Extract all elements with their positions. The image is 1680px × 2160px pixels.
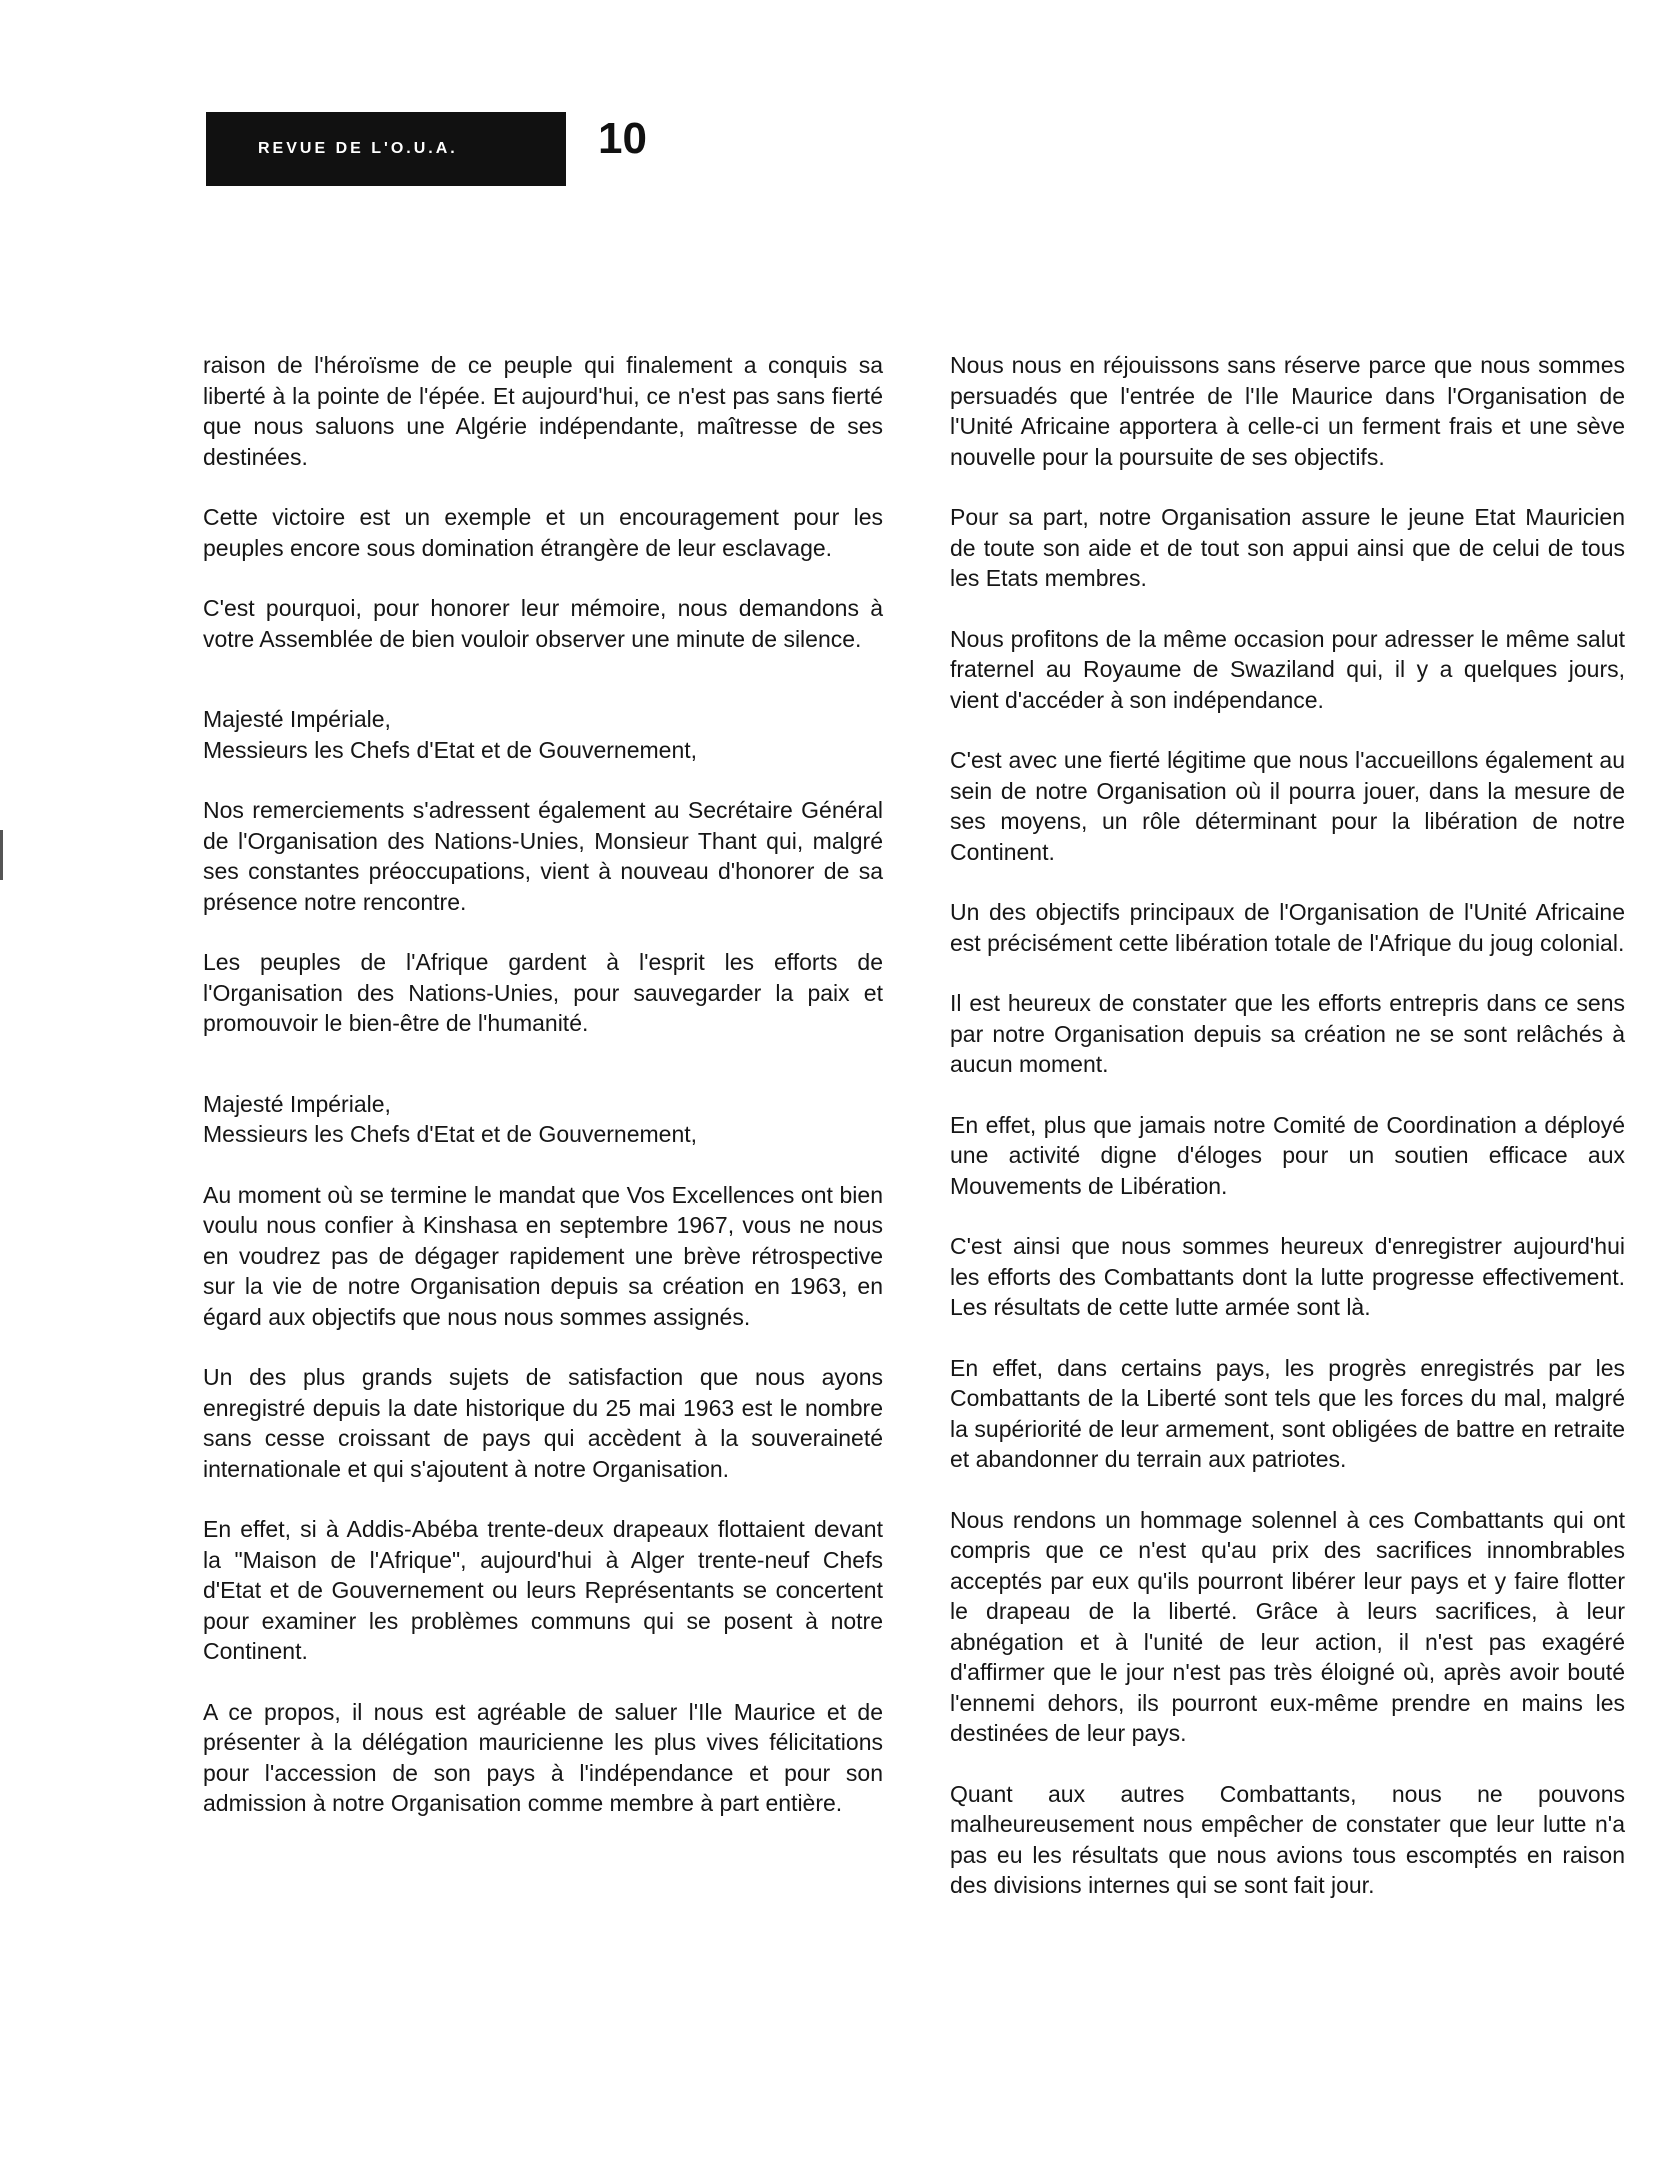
paragraph: En effet, dans certains pays, les progrès enregistrés par les Combattants de la Liberté sont tels que les forces du mal, malgré la supériorité de leur armement, sont obligées de battre en retraite et abandonner du terrain aux patriotes. xyxy=(950,1354,1625,1472)
salutation-line: Messieurs les Chefs d'Etat et de Gouvernement, xyxy=(203,1121,698,1147)
header-band xyxy=(206,112,566,186)
paragraph: C'est avec une fierté légitime que nous l'accueillons également au sein de notre Organisation où il pourra jouer, dans la mesure de ses moyens, un rôle déterminant pour la libération de notre Continent. xyxy=(950,747,1625,865)
salutation-line: Majesté Impériale, xyxy=(203,706,391,732)
salutation xyxy=(203,704,883,765)
paragraph: Nous nous en réjouissons sans réserve parce que nous sommes persuadés que l'entrée de l'Ile Maurice dans l'Organisation de l'Unité Africaine apportera à celle-ci un ferment frais et une sève nouvelle pour la poursuite de ses objectifs. xyxy=(950,352,1625,470)
paragraph: C'est ainsi que nous sommes heureux d'enregistrer aujourd'hui les efforts des Combattants dont la lutte progresse effectivement. Les résultats de cette lutte armée sont là. xyxy=(950,1233,1625,1320)
paragraph: Cette victoire est un exemple et un encouragement pour les peuples encore sous domination étrangère de leur esclavage. xyxy=(203,504,883,561)
paragraph: Les peuples de l'Afrique gardent à l'esprit les efforts de l'Organisation des Nations-Unies, pour sauvegarder la paix et promouvoir le bien-être de l'humanité. xyxy=(203,949,883,1036)
journal-title: REVUE DE L'O.U.A. xyxy=(258,140,458,157)
paragraph: raison de l'héroïsme de ce peuple qui finalement a conquis sa liberté à la pointe de l'épée. Et aujourd'hui, ce n'est pas sans fierté que nous saluons une Algérie indépendante, maîtresse de ses destinées. xyxy=(203,352,883,470)
paragraph: Nos remerciements s'adressent également au Secrétaire Général de l'Organisation des Nations-Unies, Monsieur Thant qui, malgré ses constantes préoccupations, vient à nouveau d'honorer de sa présence notre rencontre. xyxy=(203,797,883,915)
margin-mark xyxy=(0,830,3,880)
paragraph: C'est pourquoi, pour honorer leur mémoire, nous demandons à votre Assemblée de bien vouloir observer une minute de silence. xyxy=(203,595,883,652)
paragraph: En effet, si à Addis-Abéba trente-deux drapeaux flottaient devant la "Maison de l'Afrique", aujourd'hui à Alger trente-neuf Chefs d'Etat et de Gouvernement ou leurs Représentants se concertent pour examiner les problèmes communs qui se posent à notre Continent. xyxy=(203,1516,883,1664)
paragraph: Pour sa part, notre Organisation assure le jeune Etat Mauricien de toute son aide et de tout son appui ainsi que de celui de tous les Etats membres. xyxy=(950,504,1625,591)
page-number: 10 xyxy=(598,114,647,163)
left-column xyxy=(203,350,883,1849)
paragraph: Il est heureux de constater que les efforts entrepris dans ce sens par notre Organisation depuis sa création ne se sont relâchés à aucun moment. xyxy=(950,990,1625,1077)
paragraph: Au moment où se termine le mandat que Vos Excellences ont bien voulu nous confier à Kinshasa en septembre 1967, vous ne nous en voudrez pas de dégager rapidement une brève rétrospective sur la vie de notre Organisation depuis sa création en 1963, en égard aux objectifs que nous nous sommes assignés. xyxy=(203,1181,883,1330)
salutation xyxy=(203,1089,883,1150)
paragraph: Un des objectifs principaux de l'Organisation de l'Unité Africaine est précisément cette libération totale de l'Afrique du joug colonial. xyxy=(950,899,1625,956)
paragraph: Nous profitons de la même occasion pour adresser le même salut fraternel au Royaume de Swaziland qui, il y a quelques jours, vient d'accéder à son indépendance. xyxy=(950,625,1625,713)
salutation-line: Messieurs les Chefs d'Etat et de Gouvernement, xyxy=(203,736,698,763)
paragraph: Un des plus grands sujets de satisfaction que nous ayons enregistré depuis la date historique du 25 mai 1963 est le nombre sans cesse croissant de pays qui accèdent à la souveraineté internationale et qui s'ajoutent à notre Organisation. xyxy=(203,1364,883,1482)
paragraph: Nous rendons un hommage solennel à ces Combattants qui ont compris que ce n'est qu'au prix des sacrifices innombrables acceptés par eux qu'ils pourront libérer leur pays et y faire flotter le drapeau de la liberté. Grâce à leurs sacrifices, à leur abnégation et à l'unité de leur action, il n'est pas exagéré d'affirmer que le jour n'est pas très éloigné où, après avoir bouté l'ennemi dehors, ils pourront eux-même prendre en mains les destinées de leur pays. xyxy=(950,1506,1625,1746)
salutation-line: Majesté Impériale, xyxy=(203,1090,391,1117)
paragraph: A ce propos, il nous est agréable de saluer l'Ile Maurice et de présenter à la délégation mauricienne les plus vives félicitations pour l'accession de son pays à l'indépendance et pour son admission à notre Organisation comme membre à part entière. xyxy=(203,1698,883,1816)
paragraph: En effet, plus que jamais notre Comité de Coordination a déployé une activité digne d'éloges pour un soutien efficace aux Mouvements de Libération. xyxy=(950,1111,1625,1199)
paragraph: Quant aux autres Combattants, nous ne pouvons malheureusement nous empêcher de constater que leur lutte n'a pas eu les résultats que nous avions tous escomptés en raison des divisions internes qui se sont fait jour. xyxy=(950,1780,1625,1898)
right-column xyxy=(950,350,1625,1931)
